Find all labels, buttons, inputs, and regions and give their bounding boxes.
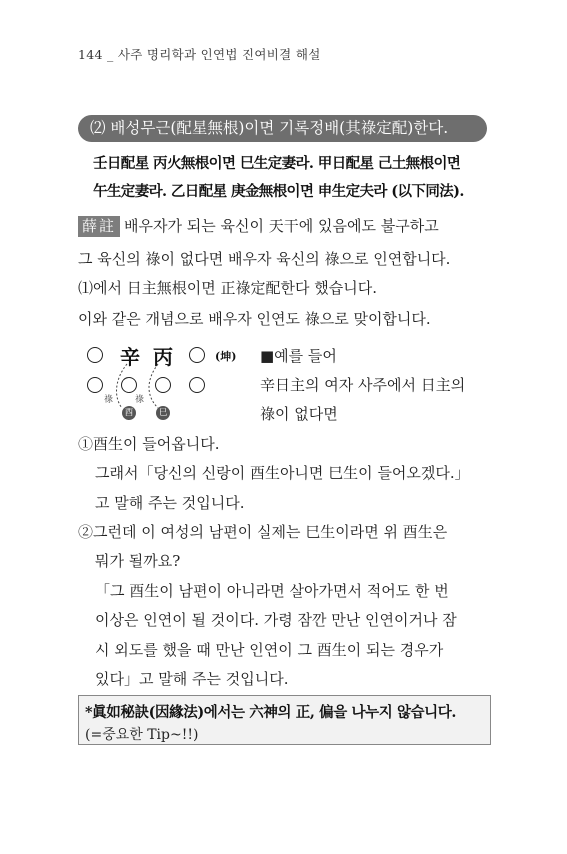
pillar-circle-year-stem xyxy=(189,347,205,363)
section-title: ⑵ 배성무근(配星無根)이면 기록정배(其祿定配)한다. xyxy=(78,115,487,142)
branch-badge-sa: 巳 xyxy=(156,406,170,420)
rok-label-1: 祿 xyxy=(104,395,114,405)
commentary-tag: 薛註 xyxy=(78,216,120,237)
point-2-line-3: 이상은 인연이 될 것이다. 가령 잠깐 만난 인연이거나 잠 xyxy=(95,611,457,629)
gender-annotation: (坤) xyxy=(215,350,237,363)
point-2-line-1: 뭐가 될까요? xyxy=(95,552,181,570)
rok-arrow-2 xyxy=(149,364,158,408)
explanation-text-1: 배우자가 되는 육신이 天干에 있음에도 불구하고 xyxy=(124,217,439,235)
rok-label-2: 祿 xyxy=(135,395,145,405)
point-2-line-2: 「그 酉生이 남편이 아니라면 살아가면서 적어도 한 번 xyxy=(95,582,449,600)
tip-box xyxy=(78,695,491,745)
tip-line-1: *眞如秘訣(因緣法)에서는 六神의 正, 偏을 나누지 않습니다. xyxy=(85,704,457,721)
page-header: 144 _ 사주 명리학과 인연법 진여비결 해설 xyxy=(78,47,321,62)
point-1-title: ①酉生이 들어옵니다. xyxy=(78,435,220,453)
example-heading: ■예를 들어 xyxy=(260,347,337,365)
explanation-line-1 xyxy=(78,215,439,237)
tip-line-2: (=중요한 Tip~!!) xyxy=(85,727,199,743)
point-1-line-1: 그래서「당신의 신랑이 酉生아니면 巳生이 들어오겠다.」 xyxy=(95,464,470,482)
explanation-line-4: 이와 같은 개념으로 배우자 인연도 祿으로 맞이합니다. xyxy=(78,310,431,328)
point-1-line-2: 고 말해 주는 것입니다. xyxy=(95,494,245,512)
hanja-text-line-2: 午生定妻라. 乙日配星 庚金無根이면 申生定夫라 (以下同法). xyxy=(93,183,464,200)
example-line-1: 辛日主의 여자 사주에서 日主의 xyxy=(260,376,466,394)
hanja-text-line-1: 壬日配星 丙火無根이면 巳生定妻라. 甲日配星 己土無根이면 xyxy=(93,155,461,172)
point-2-line-5: 있다」고 말해 주는 것입니다. xyxy=(95,670,289,688)
day-stem-glyph: 辛 xyxy=(120,345,140,369)
explanation-line-3: ⑴에서 日主無根이면 正祿定配한다 했습니다. xyxy=(78,279,377,297)
pillar-circle-year-branch xyxy=(189,377,205,393)
example-line-2: 祿이 없다면 xyxy=(260,405,338,423)
point-2-line-4: 시 외도를 했을 때 만난 인연이 그 酉生이 되는 경우가 xyxy=(95,641,444,659)
explanation-line-2: 그 육신의 祿이 없다면 배우자 육신의 祿으로 인연합니다. xyxy=(78,250,451,268)
month-stem-glyph: 丙 xyxy=(153,345,173,369)
point-2-title: ②그런데 이 여성의 남편이 실제는 巳生이라면 위 酉生은 xyxy=(78,523,448,541)
rok-arrow-1 xyxy=(117,364,127,408)
branch-badge-you: 酉 xyxy=(122,406,136,420)
